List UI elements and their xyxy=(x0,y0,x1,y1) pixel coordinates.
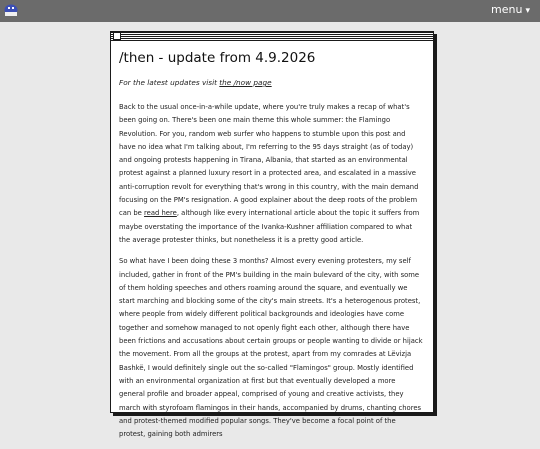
paragraph-1 xyxy=(119,101,423,247)
menu-button[interactable] xyxy=(491,3,530,18)
now-page-link[interactable]: the /now page xyxy=(219,78,272,87)
paragraph-1-text-b: , although like every international article about the topic it suffers from maybe overstating the importance of the Ivanka-Kushner affiliation compared to what the average protester thinks, but nonetheless it is a pretty good article. xyxy=(119,209,420,244)
read-here-link[interactable]: read here xyxy=(144,209,177,218)
post-title: /then - update from 4.9.2026 xyxy=(119,50,316,66)
window-titlebar xyxy=(111,32,433,41)
menu-label[interactable]: menu xyxy=(491,3,523,16)
latest-updates-note xyxy=(119,78,423,88)
close-box-icon[interactable] xyxy=(113,32,121,40)
paragraph-2: So what have I been doing these 3 months? Almost every evening protesters, my self included, gather in front of the PM's building in the main bulevard of the city, with some of them holding speeches and others roaming around the square, and eventually we start marching and blocking some of the city's main streets. It's a heterogenous protest, where people from widely different political backgrounds and ideologies have come together and somehow managed to not openly fight each other, although there have been frictions and accusations about certain groups or people wanting to divide or hijack the movement. From all the groups at the protest, apart from my comrades at Lëvizja Bashkë, I would definitely single out the so-called "Flamingos" group. Mostly identified with an environmental organization at first but that eventually developed a more general profile and broader appeal, comprised of young and creative activists, they march with styrofoam flamingos in their hands, accompanied by drums, chanting chores and protest-themed modified popular songs. They've become a focal point of the protest, gaining both admirers xyxy=(119,257,423,439)
intro-text: For the latest updates visit xyxy=(119,78,220,87)
paragraph-1-text-a: Back to the usual once-in-a-while update, where you're truly makes a recap of what's been going on. There's been one main theme this whole summer: the Flamingo Revolution. For you, random web surfer who happens to stumble upon this post and have no idea what I'm talking about, I'm referring to the 95 days straight (as of today) and ongoing protests happening in Tirana, Albania, that started as an environmental protest against a planned luxury resort in a protected area, and escalated in a massive anti-corruption revolt for everything that's wrong in this country, with the main demand focusing on the PM's resignation. A good explainer about the deep roots of the problem can be xyxy=(119,103,419,218)
post-window xyxy=(110,31,434,439)
site-logo-icon[interactable] xyxy=(4,4,18,17)
caret-down-icon[interactable]: ▾ xyxy=(525,6,530,16)
post-content xyxy=(119,50,423,449)
top-nav-bar xyxy=(0,0,540,22)
